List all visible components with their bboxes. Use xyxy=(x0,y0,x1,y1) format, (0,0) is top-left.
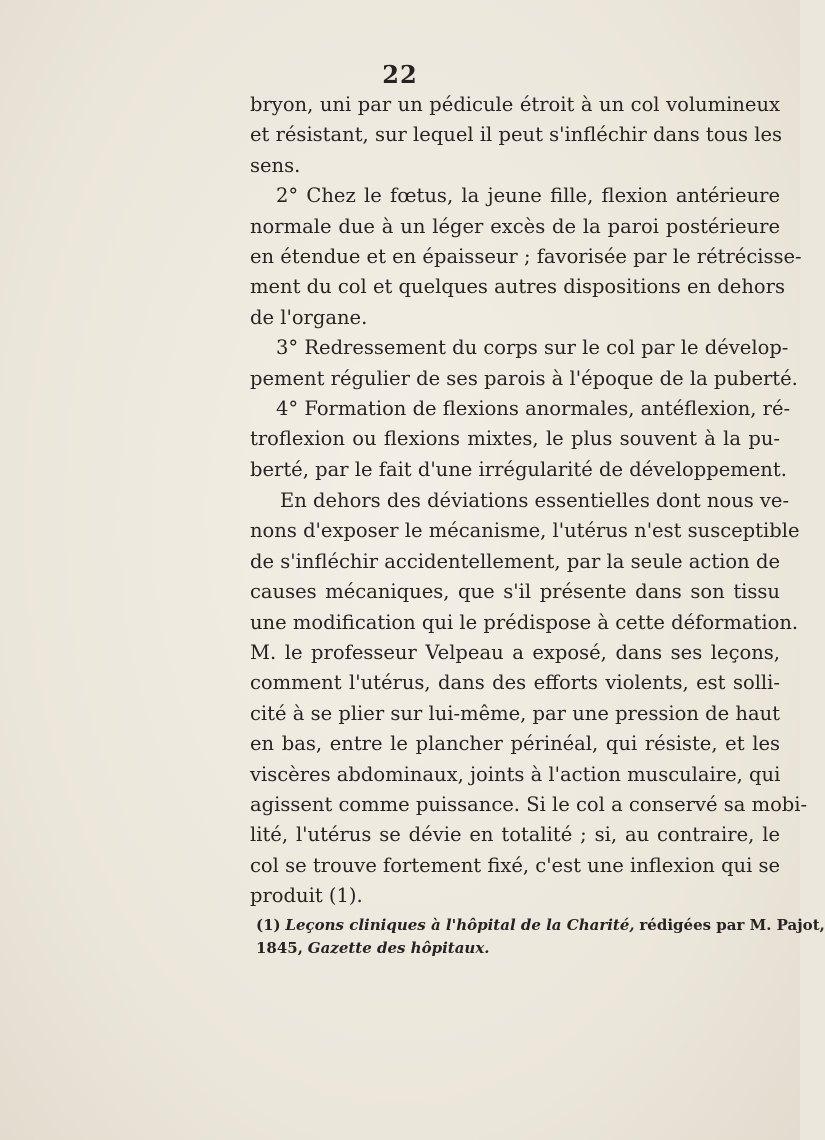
text-line: causes mécaniques, que s'il présente dans son tissu xyxy=(250,580,780,604)
text-line: 3° Redressement du corps sur le col par le dévelop- xyxy=(276,336,789,360)
paragraph-block-list xyxy=(250,90,802,485)
footnote-editor: rédigées par M. Pajot, xyxy=(639,916,825,934)
text-line: produit (1). xyxy=(250,884,363,908)
text-line: M. le professeur Velpeau a exposé, dans ses leçons, xyxy=(250,640,780,664)
text-line: de s'infléchir accidentellement, par la seule action de xyxy=(250,549,780,573)
text-line: une modification qui le prédispose à cette déformation. xyxy=(250,610,799,634)
text-line: pement régulier de ses parois à l'époque de la puberté. xyxy=(250,366,798,390)
text-line: viscères abdominaux, joints à l'action musculaire, qui xyxy=(250,762,781,786)
text-line: de l'organe. xyxy=(250,305,368,329)
text-line: en bas, entre le plancher périnéal, qui résiste, et les xyxy=(250,732,780,756)
footnote-source: Gazette des hôpitaux. xyxy=(307,939,490,957)
page-number: 22 xyxy=(382,60,418,89)
text-line: sens. xyxy=(250,153,301,177)
text-line: berté, par le fait d'une irrégularité de développement. xyxy=(250,457,787,481)
footnote-title: Leçons cliniques à l'hôpital de la Charité, xyxy=(285,916,635,934)
paragraph-mechanism xyxy=(250,486,808,911)
text-line: cité à se plier sur lui-même, par une pression de haut xyxy=(250,701,780,725)
text-line: troflexion ou flexions mixtes, le plus souvent à la pu- xyxy=(250,427,780,451)
footnote-line xyxy=(256,914,825,937)
text-line: nons d'exposer le mécanisme, l'utérus n'est susceptible xyxy=(250,519,800,543)
text-line: 2° Chez le fœtus, la jeune fille, flexion antérieure xyxy=(276,184,780,208)
text-line: 4° Formation de flexions anormales, antéflexion, ré- xyxy=(276,396,791,420)
text-line: bryon, uni par un pédicule étroit à un col volumineux xyxy=(250,93,780,116)
text-line: lité, l'utérus se dévie en totalité ; si, au contraire, le xyxy=(250,823,780,847)
text-line: ment du col et quelques autres dispositions en dehors xyxy=(250,275,785,299)
text-line: col se trouve fortement fixé, c'est une inflexion qui se xyxy=(250,853,781,877)
text-line: normale due à un léger excès de la paroi postérieure xyxy=(250,214,780,238)
text-line: et résistant, sur lequel il peut s'infléchir dans tous les xyxy=(250,123,783,147)
text-line: En dehors des déviations essentielles dont nous ve- xyxy=(280,489,790,512)
footnote-year: 1845, xyxy=(256,939,303,957)
footnote xyxy=(256,914,825,960)
text-line: agissent comme puissance. Si le col a conservé sa mobi- xyxy=(250,792,808,816)
text-line: en étendue et en épaisseur ; favorisée par le rétrécisse- xyxy=(250,244,802,268)
text-line: comment l'utérus, dans des efforts violents, est solli- xyxy=(250,671,780,695)
footnote-marker: (1) xyxy=(256,916,281,934)
footnote-line xyxy=(256,937,780,960)
